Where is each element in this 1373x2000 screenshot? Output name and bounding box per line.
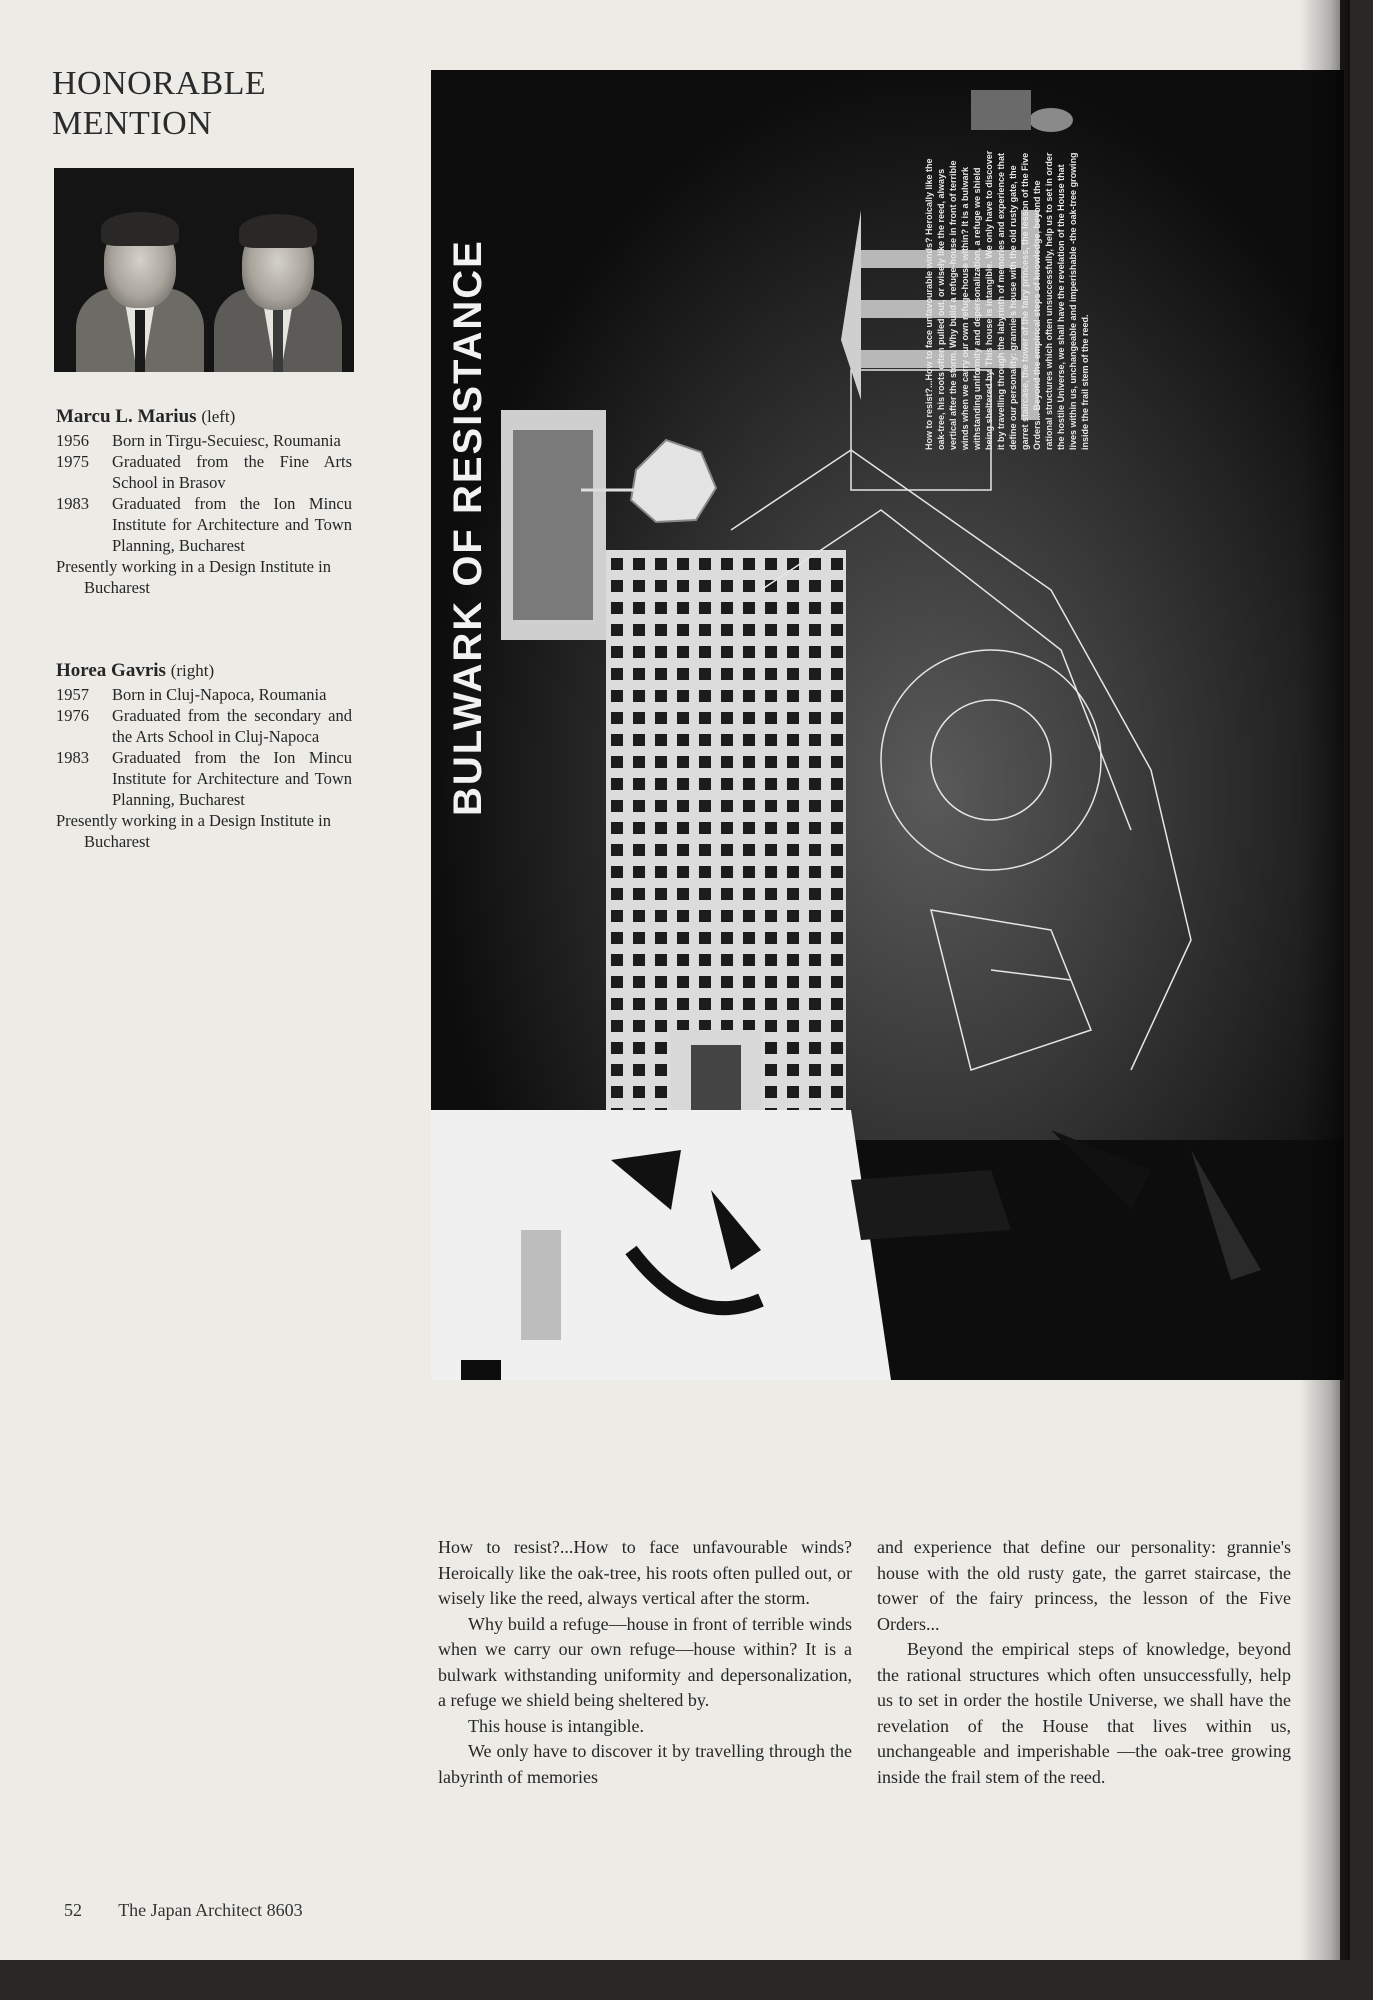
bio-horea (56, 658, 352, 852)
body-paragraph: Beyond the empirical steps of knowledge, beyond the rational structures which often unsuccessfully, help us to set in order the hostile Universe, we shall have the revelation of the House that lives within us, unchangeable and imperishable —the oak-tree growing inside the frail stem of the reed. (877, 1639, 1291, 1787)
page-number: 52 (64, 1900, 82, 1920)
bio-note: Presently working in a Design Institute in Bucharest (56, 557, 331, 597)
portrait-left-person (76, 192, 204, 372)
poster-artwork (431, 70, 1344, 1380)
bio-name: Marcu L. Marius (56, 406, 197, 427)
bio-entry: 1975 Graduated from the Fine Arts School in Brasov (56, 452, 352, 492)
page-heading: HONORABLE MENTION (52, 65, 267, 142)
body-paragraph: This house is intangible. (468, 1715, 644, 1736)
bio-entry: 1976 Graduated from the secondary and the Arts School in Cluj-Napoca (56, 706, 352, 746)
bio-role: (left) (201, 407, 236, 426)
body-column-2 (877, 1535, 1291, 1790)
bio-marcu (56, 404, 352, 598)
body-column-1 (438, 1535, 852, 1790)
spine-shadow (1300, 0, 1350, 1960)
bio-note: Presently working in a Design Institute in Bucharest (56, 811, 331, 851)
body-paragraph: We only have to discover it by travelling through the labyrinth of memories (438, 1741, 852, 1787)
bio-entry: 1956 Born in Tirgu-Secuiesc, Roumania (56, 431, 341, 450)
poster-image (431, 70, 1344, 1380)
architects-portrait (54, 168, 354, 372)
poster-light-field (431, 1110, 891, 1380)
body-paragraph: and experience that define our personality: grannie's house with the old rusty gate, the garret staircase, the tower of the fairy princess, the lesson of the Five Orders... (877, 1537, 1291, 1634)
bio-entry: 1983 Graduated from the Ion Mincu Institute for Architecture and Town Planning, Bucharest (56, 748, 352, 809)
poster-rotated-text: How to resist?...How to face unfavourable winds? Heroically like the oak-tree, his roots often pulled out, or wisely like the reed, always vertical after the storm. Why build a refuge-house in front of terrible winds when we carry our own refuge-house within? It is a bulwark withstanding uniformity and depersonalization, a refuge we shield being sheltered by. This house is intangible. We only have to discover it by travelling through the labyrinth of memories and experience that define our personality: grannie's house with the old rusty gate, the garret staircase, the tower of the fairy princess, the lesson of the Five Orders... Beyond the empirical steps of knowledge, beyond the rational structures which often unsuccessfully, help us to set in order the hostile Universe, we shall have the revelation of the House that lives within us, unchangeable and imperishable -the oak-tree growing inside the frail stem of the reed. (924, 150, 1090, 450)
body-paragraph: How to resist?...How to face unfavourable winds? Heroically like the oak-tree, his roots often pulled out, or wisely like the reed, always vertical after the storm. (438, 1537, 852, 1608)
bio-entry: 1957 Born in Cluj-Napoca, Roumania (56, 685, 327, 704)
bio-name: Horea Gavris (56, 660, 166, 681)
body-paragraph: Why build a refuge—house in front of terrible winds when we carry our own refuge—house within? It is a bulwark withstanding uniformity and depersonalization, a refuge we shield being sheltered by. (438, 1613, 852, 1710)
page-footer (64, 1900, 303, 1921)
bio-entry: 1983 Graduated from the Ion Mincu Institute for Architecture and Town Planning, Bucharest (56, 494, 352, 555)
poster-title: BULWARK OF RESISTANCE (446, 239, 490, 816)
bio-role: (right) (170, 661, 215, 680)
publication-name: The Japan Architect 8603 (118, 1900, 303, 1920)
poster-facade (606, 550, 846, 1110)
portrait-right-person (214, 192, 342, 372)
